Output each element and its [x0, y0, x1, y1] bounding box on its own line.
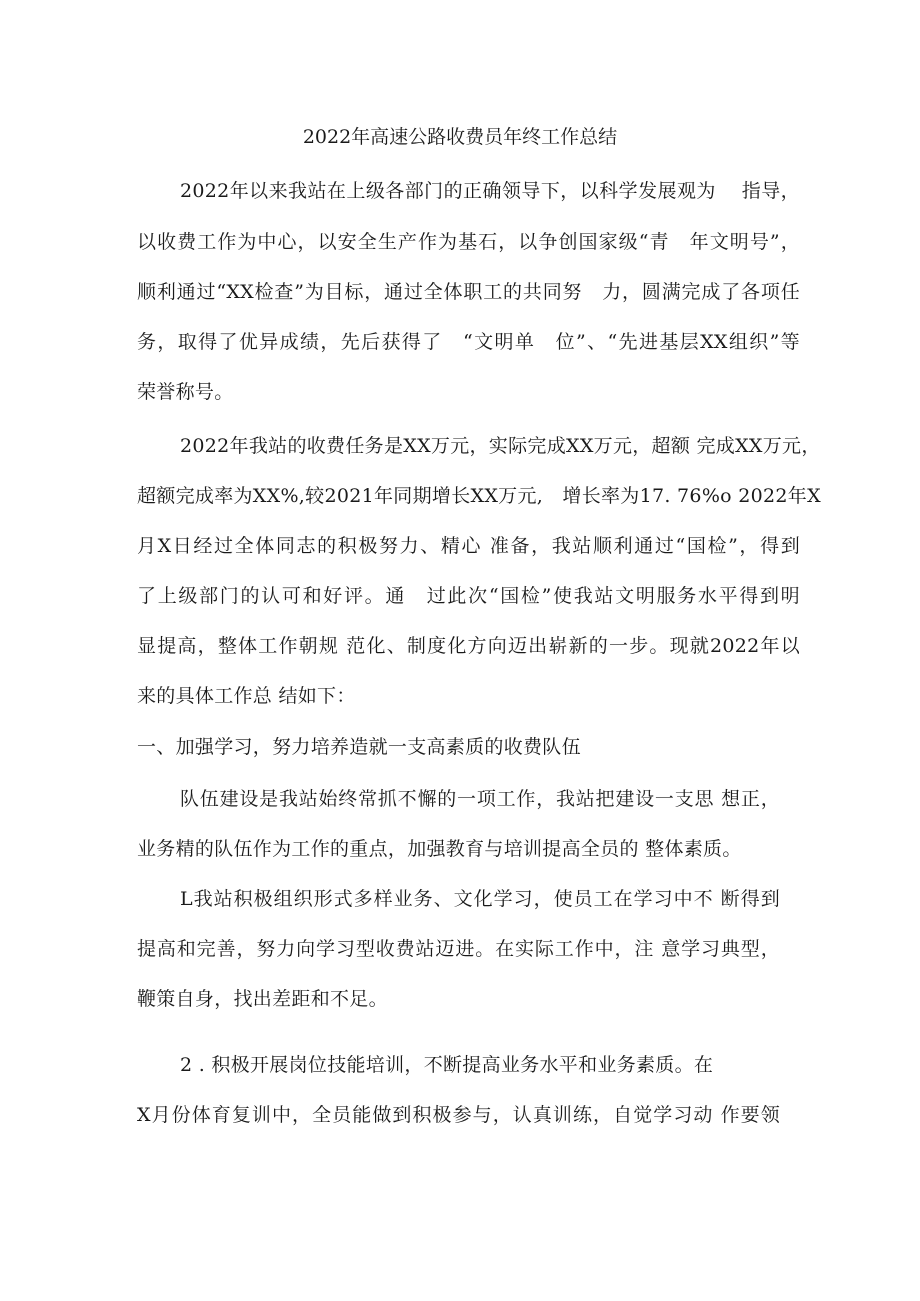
- paragraph-line: 顺利通过“XX检查”为目标，通过全体职工的共同努 力，圆满完成了各项任: [137, 281, 800, 303]
- paragraph-line: 队伍建设是我站始终常抓不懈的一项工作，我站把建设一支思 想正，: [180, 788, 780, 810]
- paragraph-line: 务，取得了优异成绩，先后获得了 “文明单 位”、“先进基层XX组织”等: [137, 331, 800, 353]
- paragraph-line: 提高和完善，努力向学习型收费站迈进。在实际工作中，注 意学习典型，: [137, 938, 780, 960]
- paragraph-line: 以收费工作为中心，以安全生产作为基石，以争创国家级“青 年文明号”，: [137, 231, 800, 253]
- document-title: 2022年高速公路收费员年终工作总结: [302, 126, 618, 148]
- paragraph-line: 荣誉称号。: [137, 381, 234, 403]
- paragraph-line: 2022年我站的收费任务是XX万元，实际完成XX万元，超额 完成XX万元，: [180, 435, 821, 457]
- paragraph-line: 2 . 积极开展岗位技能培训，不断提高业务水平和业务素质。在: [180, 1054, 714, 1076]
- paragraph-line: X月份体育复训中，全员能做到积极参与，认真训练，自觉学习动 作要领: [137, 1104, 780, 1126]
- paragraph-line: 月X日经过全体同志的积极努力、精心 准备，我站顺利通过“国检”，得到: [137, 535, 800, 557]
- paragraph-line: 超额完成率为XX%,较2021年同期增长XX万元, 增长率为17. 76%o 2022年X: [137, 485, 821, 507]
- paragraph-line: 显提高，整体工作朝规 范化、制度化方向迈出崭新的一步。现就2022年以: [137, 635, 800, 657]
- paragraph-line: L我站积极组织形式多样业务、文化学习，使员工在学习中不 断得到: [180, 888, 780, 910]
- paragraph-line: 来的具体工作总 结如下：: [137, 685, 356, 707]
- paragraph-line: 2022年以来我站在上级各部门的正确领导下，以科学发展观为 指导，: [180, 180, 800, 202]
- paragraph-line: 了上级部门的认可和好评。通 过此次“国检”使我站文明服务水平得到明: [137, 585, 800, 607]
- paragraph-line: 业务精的队伍作为工作的重点，加强教育与培训提高全员的 整体素质。: [137, 838, 742, 860]
- paragraph-line: 鞭策自身，找出差距和不足。: [137, 988, 388, 1010]
- section-heading: 一、加强学习，努力培养造就一支高素质的收费队伍: [137, 736, 581, 758]
